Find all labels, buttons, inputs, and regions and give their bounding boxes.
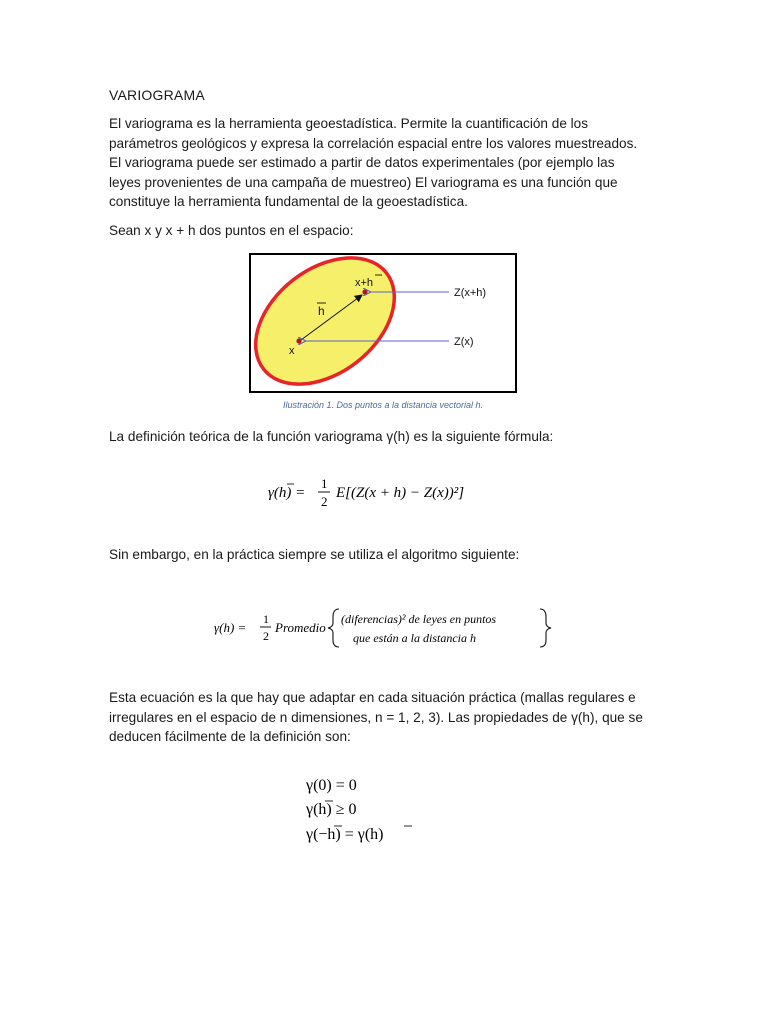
text-line: irregulares en el espacio de n dimensiones, n = 1, 2, 3). Las propiedades de γ(h), que se: [109, 709, 643, 725]
fraction-denominator: 2: [263, 629, 269, 643]
text-line: deducen fácilmente de la definición son:: [109, 729, 351, 745]
variogram-properties: [306, 772, 436, 846]
text-line: Sin embargo, en la práctica siempre se utiliza el algoritmo siguiente:: [109, 547, 520, 562]
intro-paragraph: [109, 114, 669, 212]
point-x-plus-h: [362, 289, 367, 294]
two-points-diagram: [251, 255, 515, 391]
domain-ellipse: [251, 255, 418, 391]
formula-body: E[(Z(x + h) − Z(x))²]: [336, 485, 465, 501]
variogram-definition-formula: [268, 470, 500, 514]
fraction-numerator: 1: [321, 476, 328, 491]
definition-text: [109, 427, 669, 447]
properties-intro-paragraph: [109, 688, 669, 747]
formula-line-1: (diferencias)² de leyes en puntos: [341, 612, 497, 626]
label-x: x: [289, 345, 295, 357]
formula-line-2: que están a la distancia h: [353, 631, 476, 645]
text-line: La definición teórica de la función variograma γ(h) es la siguiente fórmula:: [109, 429, 554, 444]
label-zxh: Z(x+h): [454, 287, 487, 299]
text-line: Esta ecuación es la que hay que adaptar en cada situación práctica (mallas regulares e: [109, 690, 636, 705]
text-line: parámetros geológicos y expresa la correlación espacial entre los valores muestreados.: [109, 135, 638, 151]
left-brace-icon: [328, 609, 339, 647]
page-title: VARIOGRAMA: [109, 87, 205, 103]
points-intro-text: [109, 221, 669, 241]
property-2: γ(h) ≥ 0: [306, 801, 357, 818]
formula-lhs: γ(h) =: [214, 620, 247, 635]
text-line: Sean x y x + h dos puntos en el espacio:: [109, 223, 354, 238]
formula-word: Promedio: [275, 620, 326, 635]
variogram-algorithm-formula: [214, 603, 554, 651]
text-line: leyes provenientes de una campaña de muestreo) El variograma es una función que: [109, 174, 618, 190]
property-3: γ(−h) = γ(h): [306, 826, 384, 843]
formula-lhs: γ(h) =: [268, 485, 306, 501]
label-zx: Z(x): [454, 336, 474, 348]
illustration-figure: [249, 253, 517, 393]
property-1: γ(0) = 0: [306, 777, 357, 794]
text-line: El variograma puede ser estimado a partir de datos experimentales (por ejemplo las: [109, 155, 615, 171]
fraction-denominator: 2: [321, 494, 328, 509]
figure-caption: Ilustración 1. Dos puntos a la distancia vectorial h.: [282, 400, 484, 410]
point-x: [296, 338, 301, 343]
label-x-plus-h: x+h: [355, 277, 374, 289]
algorithm-text: [109, 545, 669, 565]
text-line: constituye la herramienta fundamental de la geoestadística.: [109, 194, 468, 210]
label-h: h: [318, 304, 325, 318]
text-line: El variograma es la herramienta geoestadística. Permite la cuantificación de los: [109, 116, 589, 131]
right-brace-icon: [540, 609, 551, 647]
fraction-numerator: 1: [263, 612, 269, 626]
